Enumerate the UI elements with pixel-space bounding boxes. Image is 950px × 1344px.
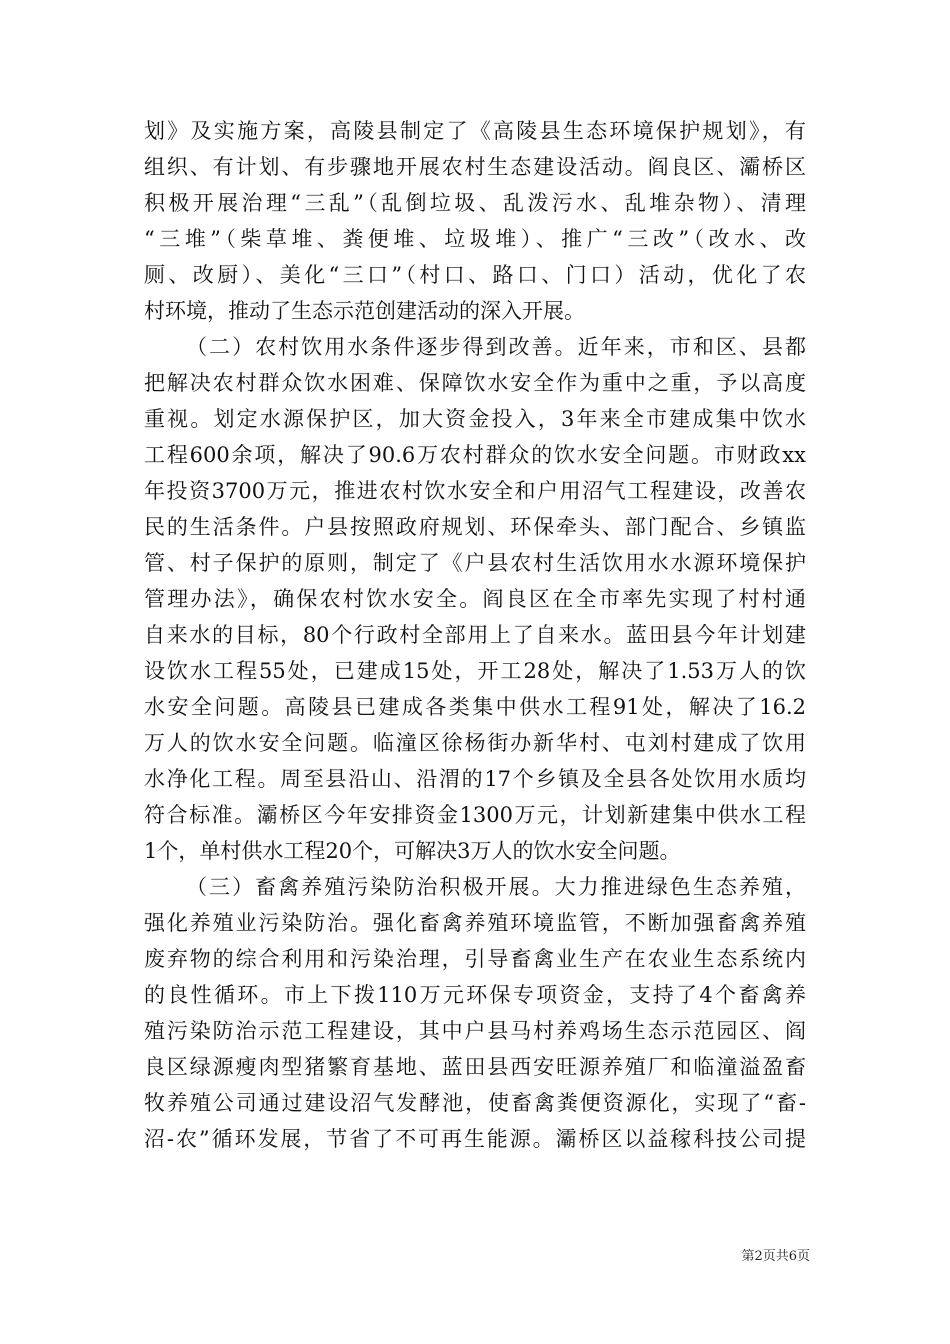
- text-line: 1个，单村供水工程20个，可解决3万人的饮水安全问题。: [144, 839, 681, 863]
- text-line: 厕、改厨）、美化“三口”（村口、路口、门口）活动，优化了农: [144, 263, 806, 287]
- text-line: “三堆”（柴草堆、粪便堆、垃圾堆）、推广“三改”（改水、改: [144, 227, 806, 251]
- text-line: 把解决农村群众饮水困难、保障饮水安全作为重中之重，予以高度: [144, 371, 806, 395]
- text-line: 良区绿源瘦肉型猪繁育基地、蓝田县西安旺源养殖厂和临潼溢盈畜: [144, 1055, 806, 1079]
- text-line: 强化养殖业污染防治。强化畜禽养殖环境监管，不断加强畜禽养殖: [144, 911, 806, 935]
- text-line: 工程600余项，解决了90.6万农村群众的饮水安全问题。市财政xx: [144, 443, 806, 467]
- text-line: 的良性循环。市上下拨110万元环保专项资金，支持了4个畜禽养: [144, 983, 806, 1007]
- text-line: 自来水的目标，80个行政村全部用上了自来水。蓝田县今年计划建: [144, 623, 806, 647]
- text-line: 牧养殖公司通过建设沼气发酵池，使畜禽粪便资源化，实现了“畜-: [144, 1091, 806, 1115]
- text-line: 符合标准。灞桥区今年安排资金1300万元，计划新建集中供水工程: [144, 803, 806, 827]
- text-line: 管理办法》，确保农村饮水安全。阎良区在全市率先实现了村村通: [144, 587, 806, 611]
- text-line: 民的生活条件。户县按照政府规划、环保牵头、部门配合、乡镇监: [144, 515, 806, 539]
- text-line: 管、村子保护的原则，制定了《户县农村生活饮用水水源环境保护: [144, 551, 806, 575]
- text-line: 水净化工程。周至县沿山、沿渭的17个乡镇及全县各处饮用水质均: [144, 767, 806, 791]
- text-line: 年投资3700万元，推进农村饮水安全和户用沼气工程建设，改善农: [144, 479, 806, 503]
- paragraph-heading-3: （三）畜禽养殖污染防治积极开展。大力推进绿色生态养殖，: [186, 875, 806, 899]
- paragraph-heading-2: （二）农村饮用水条件逐步得到改善。近年来，市和区、县都: [186, 335, 806, 359]
- text-line: 划》及实施方案，高陵县制定了《高陵县生态环境保护规划》，有: [144, 119, 806, 143]
- text-line: 殖污染防治示范工程建设，其中户县马村养鸡场生态示范园区、阎: [144, 1019, 806, 1043]
- text-line: 积极开展治理“三乱”（乱倒垃圾、乱泼污水、乱堆杂物）、清理: [144, 191, 806, 215]
- text-line: 组织、有计划、有步骤地开展农村生态建设活动。阎良区、灞桥区: [144, 155, 806, 179]
- text-line: 重视。划定水源保护区，加大资金投入，3年来全市建成集中饮水: [144, 407, 806, 431]
- text-line: 废弃物的综合利用和污染治理，引导畜禽业生产在农业生态系统内: [144, 947, 806, 971]
- text-line: 水安全问题。高陵县已建成各类集中供水工程91处，解决了16.2: [144, 695, 806, 719]
- text-line: 设饮水工程55处，已建成15处，开工28处，解决了1.53万人的饮: [144, 659, 806, 683]
- text-line: 沼-农”循环发展，节省了不可再生能源。灞桥区以益稼科技公司提: [144, 1127, 806, 1151]
- text-line: 万人的饮水安全问题。临潼区徐杨街办新华村、屯刘村建成了饮用: [144, 731, 806, 755]
- text-line: 村环境，推动了生态示范创建活动的深入开展。: [144, 299, 585, 323]
- page-number: 第2页共6页: [741, 1249, 810, 1264]
